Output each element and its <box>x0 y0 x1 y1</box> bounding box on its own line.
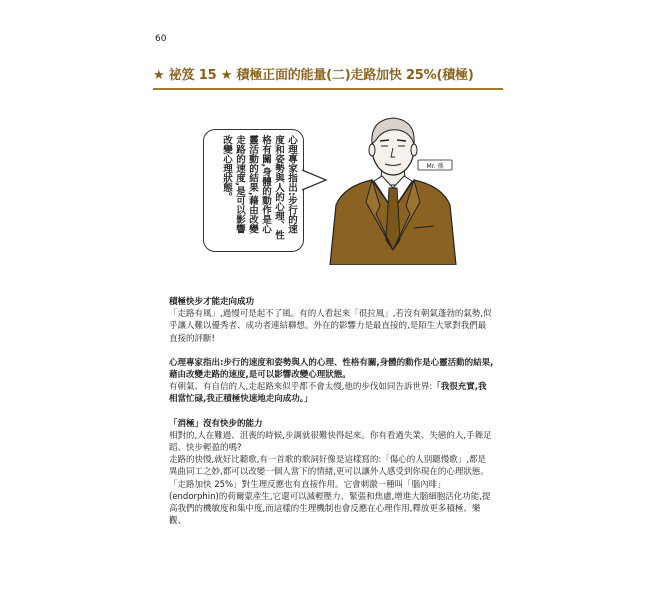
paragraph: 「走路加快 25%」對生理反應也有直接作用。它會刺激一種叫「腦內啡」(endorphin)的荷爾蒙產生,它還可以減輕壓力、緊張和焦慮,增進大腦細胞活化功能,提高我們的機敏度和集中度,而這樣的生理機制也會反應在心理作用,釋放更多積極、樂觀、 <box>169 479 491 527</box>
paragraph <box>169 381 494 405</box>
quote-text: 「我很充實,我相當忙碌,我正積極快速地走向成功。」 <box>169 382 487 405</box>
section-heading: 「消極」沒有快步的能力 <box>169 418 263 429</box>
bold-paragraph: 心理專家指出:步行的速度和姿勢與人的心理、性格有關,身體的動作是心靈活動的結果,藉由改變走路的速度,是可以影響改變心理狀態。 <box>169 357 494 381</box>
star-icon: ★ <box>220 68 233 83</box>
speech-bubble <box>203 129 304 252</box>
name-tag: Mr. 孫 <box>426 163 444 170</box>
title-divider <box>153 88 503 90</box>
paragraph: 「走路有風」,過慢可是起不了風。有的人看起來「很拉風」,若沒有朝氣蓬勃的氣勢,似乎讓人難以優秀者、成功者連結聯想。外在的影響力是最直接的,是陌生大眾對我們最直接的評斷! <box>169 309 492 344</box>
title-prefix: 祕笈 15 <box>168 68 217 83</box>
businessman-illustration <box>318 110 468 265</box>
page-number: 60 <box>155 34 167 44</box>
bubble-line: 心理專家指出:步行的速 <box>286 135 297 234</box>
bubble-line: 靈活動的結果,藉由改變 <box>247 135 258 234</box>
bubble-line: 改變心理狀態。 <box>221 135 232 202</box>
bubble-line: 格有關,身體的動作是心 <box>260 135 271 234</box>
paragraph-text: 有朝氣、有自信的人,走起路來似乎都不會太慢,他的步伐如同告訴世界: <box>169 382 433 393</box>
article-body <box>169 296 494 527</box>
bubble-line: 走路的速度,是可以影響 <box>234 135 245 234</box>
star-icon: ★ <box>153 68 165 83</box>
section-heading: 積極快步才能走向成功 <box>169 297 255 307</box>
page-title <box>153 64 501 83</box>
paragraph: 走路的快慢,就好比聽歌,有一首歌的歌詞好像是這樣寫的:「傷心的人別聽慢歌」,都是異曲同工之妙,都可以改變一個人當下的情緒,更可以讓外人感受到你現在的心理狀態。 <box>169 455 489 478</box>
paragraph: 相對的,人在難過、沮喪的時候,步調就很難快得起來。你有看過失業、失戀的人,手舞足蹈、快步輕盈的嗎? <box>169 430 492 454</box>
bubble-line: 度和姿勢與人的心理、性 <box>273 135 284 240</box>
title-text: 積極正面的能量(二)走路加快 25%(積極) <box>236 68 474 83</box>
